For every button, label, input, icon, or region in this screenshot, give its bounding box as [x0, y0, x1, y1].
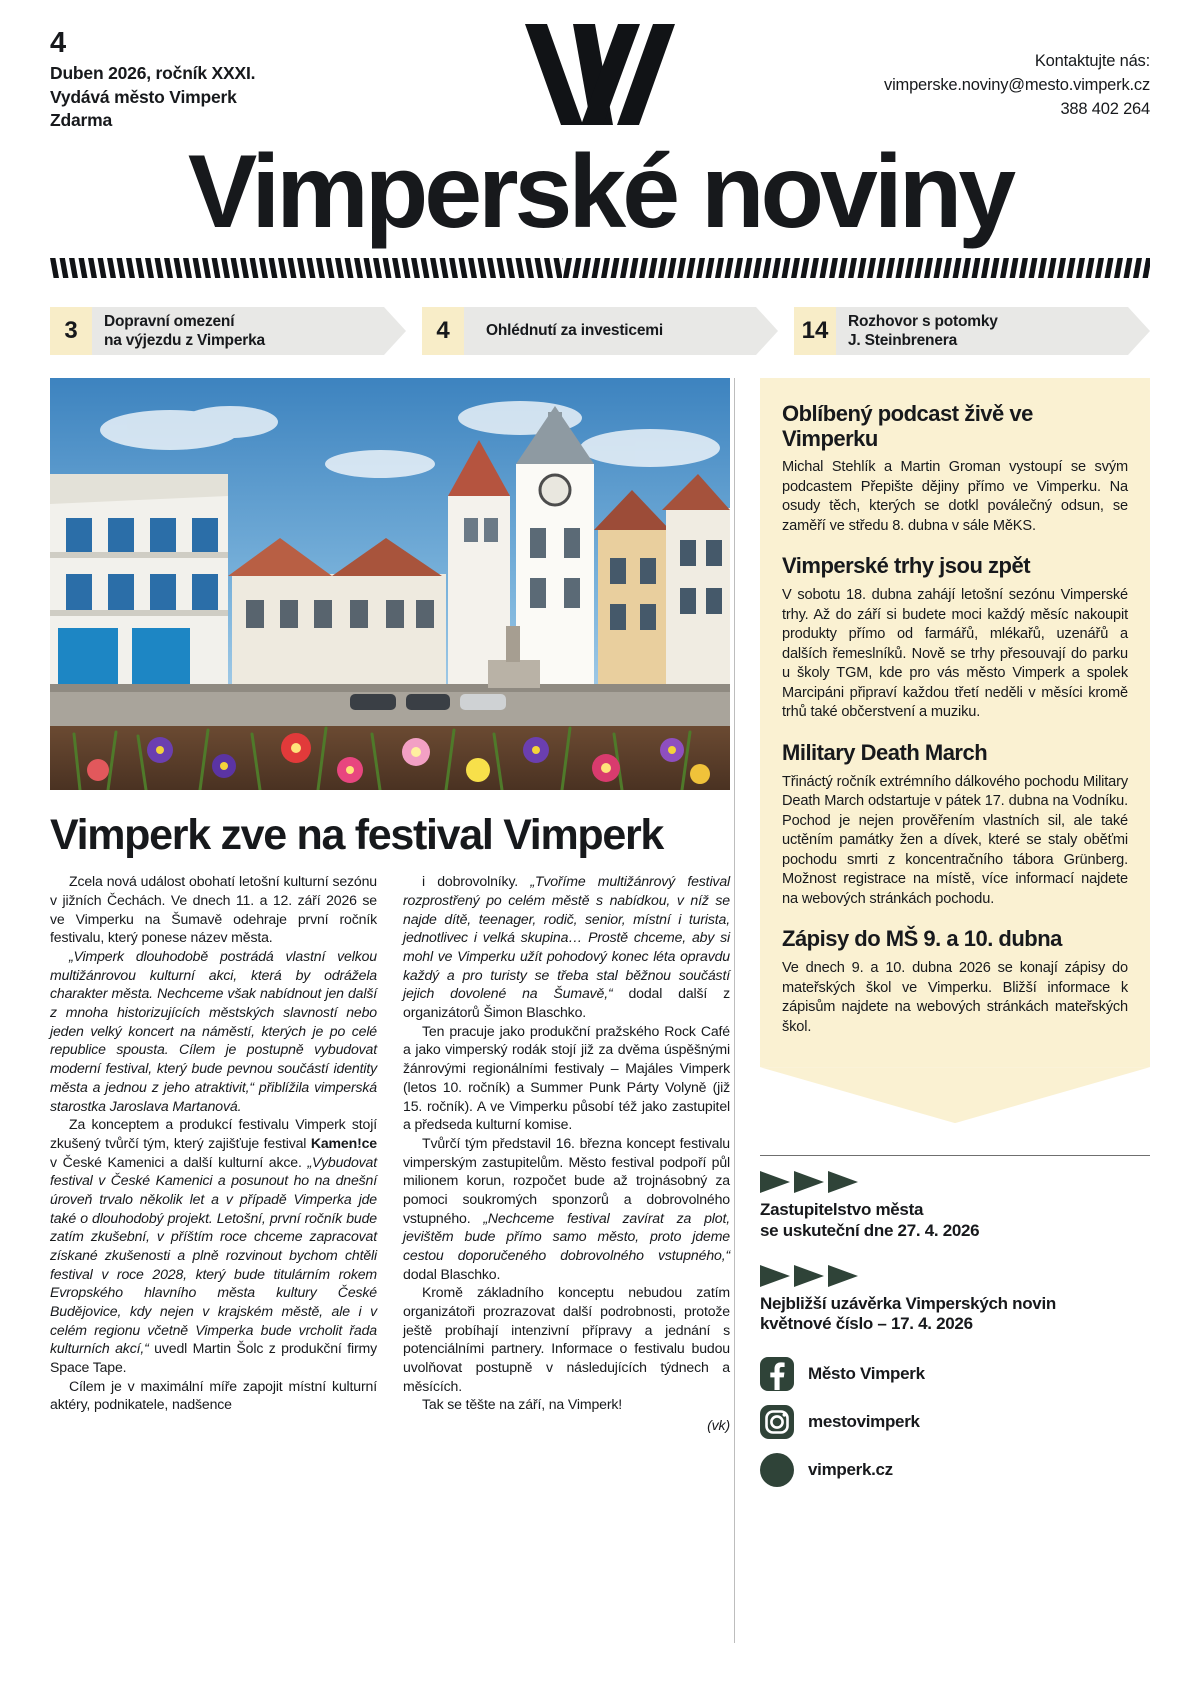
contact-label: Kontaktujte nás: [1034, 52, 1150, 70]
masthead [50, 0, 1150, 250]
triple-arrow-icon [760, 1170, 1150, 1194]
paragraph: Zcela nová událost obohatí letošní kulturní sezónu v jižních Čechách. Ve dnech 11. a 12. září 2026 se ve Vimperku na Šumavě odehraje první ročník festivalu, který ponese název města. [50, 873, 377, 946]
notice-line2: květnové číslo – 17. 4. 2026 [760, 1314, 973, 1334]
paragraph: Kromě základního konceptu nebudou zatím organizátoři prozrazovat další podrobnosti, protože ještě probíhají intenzivní přípravy a jednání s potenciálními partnery. Informace o festivalu budou uvolňovat postupně v následujících týdnech a měsících. [403, 1284, 730, 1394]
contact-email[interactable]: vimperske.noviny@mesto.vimperk.cz [884, 75, 1150, 94]
facebook-icon [760, 1357, 794, 1391]
sidebar-body-zapisy: Ve dnech 9. a 10. dubna 2026 se konají zápisy do mateřských škol ve Vimperku. Bližší informace k zápisům najdete na webových stránkách mateřských škol. [782, 959, 1128, 1035]
triple-arrow-icon [760, 1264, 1150, 1288]
paragraph: „Vimperk dlouhodobě postrádá vlastní velkou multižánrovou kulturní akci, která by odrážela charakter města. Nechceme však nabídnout jen další z mnoha historizujících městských slavností nebo jeden velký koncert na náměstí, kterých je po celé republice spousta. Cílem je postupně vybudovat moderní festival, který bude pevnou součástí identity města a jednou z jeho atraktivit,“ přiblížila vimperská starostka Jaroslava Martanová. [50, 948, 377, 1114]
teaser-text-line1: Rozhovor s potomky [848, 312, 998, 330]
instagram-icon [760, 1405, 794, 1439]
article-column-1 [50, 872, 377, 1434]
contact-phone[interactable]: 388 402 264 [1060, 99, 1150, 118]
teaser-bar [50, 307, 1150, 355]
teaser-text-line2: na výjezdu z Vimperka [104, 332, 265, 349]
divider [760, 1155, 1150, 1156]
sidebar-body-trhy: V sobotu 18. dubna zahájí letošní sezónu Vimperské trhy. Až do září si budete moci každý měsíc nakoupit produkty přímo od farmářů, mlékařů, uzenářů a dalších řemeslníků. Nově se trhy přesouvají do parku u školy TGM, kde pro vás město Vimperk a spolek Marcipáni připraví každou třetí neděli v měsíci kromě trhů také občerstvení a muziku. [782, 587, 1128, 721]
sidebar-heading-mdm: Military Death March [782, 739, 988, 765]
issue-date-volume: Duben 2026, ročník XXXI. [50, 63, 256, 84]
social-label: Město Vimperk [808, 1364, 925, 1384]
hero-photo [50, 378, 730, 790]
sidebar-socials [760, 1357, 1150, 1487]
sidebar-heading-podcast: Oblíbený podcast živě ve Vimperku [782, 401, 1033, 451]
social-website[interactable] [760, 1453, 1150, 1487]
masthead-logo [50, 22, 1150, 132]
social-instagram[interactable] [760, 1405, 1150, 1439]
teaser-text-line1: Ohlédnutí za investicemi [486, 322, 663, 340]
sidebar-body-podcast: Michal Stehlík a Martin Groman vystoupí se svým podcastem Přepište dějiny přímo ve Vimperku. Na osudy těch, kterých se dotkl poválečný odsun, se zaměří ve středu 8. dubna v sále MěKS. [782, 459, 1128, 534]
globe-icon [760, 1453, 794, 1487]
paragraph: i dobrovolníky. „Tvoříme multižánrový festival rozprostřený po celém městě s nabídkou, v níž se najde dítě, teenager, rodič, senior, místní i turista, jednotlivec i velká skupina… Prostě chceme, aby si mohl ve Vimperku užít pohodový konec léta opravdu každý a pro turisty se třeba stal běžnou součástí jejich dovolené na Šumavě,“ dodal další z organizátorů Šimon Blaschko. [403, 873, 730, 1021]
column-divider [730, 378, 738, 1648]
decorative-slash-rule [50, 258, 1150, 278]
sidebar-heading-trhy: Vimperské trhy jsou zpět [782, 553, 1031, 579]
teaser-page-number: 4 [436, 317, 450, 344]
paragraph: Za konceptem a produkcí festivalu Vimperk stojí zkušený tvůrčí tým, který zajišťuje festival Kamen!ce v České Kamenici a další kulturní akce. „Vybudovat festival v České Kamenici a posunout ho na dnešní úroveň trvalo několik let a v případě Vimperka jde také o dlouhodobý projekt. Letošní, první ročník bude zatím zkušební, v příštím roce chceme zapracovat získané zkušenosti a plně rozvinout bychom chtěli festival v roce 2028, který bude titulárním rokem Evropského hlavního města kultury České Budějovice, kdy nejen v krajském městě, ale i v celém regionu včetně Vimperka bude vrcholit řada kulturních akcí,“ uvedl Martin Šolc z produkční firmy Space Tape. [50, 1116, 377, 1375]
social-facebook[interactable] [760, 1357, 1150, 1391]
paragraph: Cílem je v maximální míře zapojit místní kulturní aktéry, podnikatele, nadšence [50, 1377, 377, 1413]
paragraph: Tak se těšte na září, na Vimperk! [422, 1396, 623, 1413]
sidebar-body-mdm: Třináctý ročník extrémního dálkového pochodu Military Death March odstartuje v pátek 17. dubna na Vodníku. Pochod je nejen prověřením vlastních sil, ale také uctěním památky žen a dívek, které se staly oběťmi pochodu smrti z koncentračního tábora Grünberg. Možnost registrace na místě, více informací najdete na webových stránkách pochodu. [782, 773, 1128, 907]
sidebar-news-box [760, 378, 1150, 1067]
page-title: Vimperské noviny [187, 134, 1013, 250]
sidebar [738, 378, 1150, 1648]
teaser-text-line1: Dopravní omezení [104, 312, 235, 330]
social-label: mestovimperk [808, 1412, 920, 1432]
article-body [50, 872, 730, 1434]
article-byline: (vk) [707, 1416, 730, 1433]
issue-price: Zdarma [50, 109, 113, 130]
paragraph: Ten pracuje jako produkční pražského Rock Café a jako vimperský rodák stojí již za dvěma úspěšnými žánrovými regionálními festivaly – Majáles Vimperk (letos 10. ročník) a Summer Punk Párty Volyně (již 15. ročník). A ve Vimperku působí též jako zastupitel a předseda kulturní komise. [403, 1022, 730, 1133]
paragraph: Tvůrčí tým představil 16. března koncept festivalu vimperským zastupitelům. Město festival podpoří půl milionem korun, rozpočet bude až trojnásobný za pomoci soukromých sponzorů a dobrovolného vstupného. „Nechceme festival zavírat za plot, jevištěm bude přímo samo město, proto jdeme cestou doporučeného dobrovolného vstupného,“ dodal Blaschko. [403, 1134, 730, 1282]
content-area [50, 378, 1150, 1648]
teaser-item-4[interactable] [422, 307, 778, 355]
teaser-text-line2: J. Steinbrenera [848, 332, 957, 349]
notice-zastupitelstvo [760, 1200, 1150, 1241]
notice-uzaverka [760, 1294, 1150, 1335]
teaser-text [92, 312, 265, 351]
social-label: vimperk.cz [808, 1460, 893, 1480]
article-column-2 [403, 872, 730, 1434]
issue-publisher: Vydává město Vimperk [50, 86, 237, 107]
teaser-item-3[interactable] [50, 307, 406, 355]
teaser-text [464, 321, 663, 340]
notice-line1: Nejbližší uzávěrka Vimperských novin [760, 1293, 1056, 1313]
teaser-text [836, 312, 998, 351]
notice-line1: Zastupitelstvo města [760, 1200, 924, 1220]
teaser-page-number: 3 [64, 317, 78, 344]
teaser-item-14[interactable] [794, 307, 1150, 355]
article-headline: Vimperk zve na festival Vimperk [50, 811, 664, 859]
issue-number: 4 [50, 27, 66, 59]
sidebar-notices [760, 1155, 1150, 1335]
teaser-page-number: 14 [801, 317, 829, 344]
notice-line2: se uskuteční dne 27. 4. 2026 [760, 1220, 980, 1240]
main-column [50, 378, 730, 1648]
sidebar-heading-zapisy: Zápisy do MŠ 9. a 10. dubna [782, 926, 1062, 952]
